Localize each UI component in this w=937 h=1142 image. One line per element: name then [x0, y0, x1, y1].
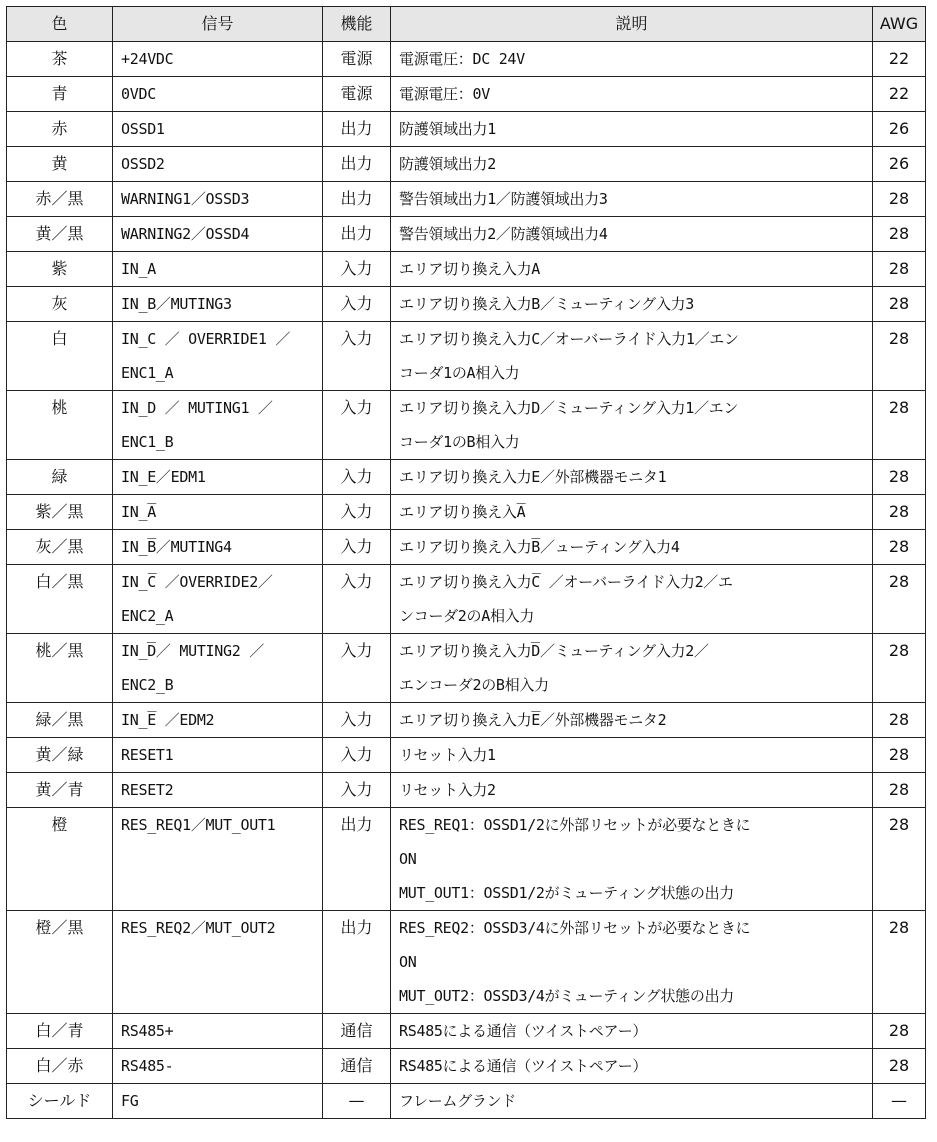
table-row: [7, 287, 926, 322]
cell-signal-line: IN_B／MUTING3: [121, 295, 232, 313]
cell-color: 紫: [7, 252, 113, 287]
cell-color: 黄／青: [7, 773, 113, 808]
cell-description-line: ON: [399, 850, 417, 868]
cell-awg: 28: [873, 634, 926, 703]
table-row: [7, 217, 926, 252]
cell-description-line: ON: [399, 953, 417, 971]
cell-function: 入力: [323, 565, 391, 634]
cell-signal: [113, 703, 323, 738]
cell-description-line: 電源電圧：0V: [399, 85, 490, 103]
cell-description-line: エリア切り換え入力C̅ ／オーバーライド入力2／エ: [399, 573, 733, 591]
cell-awg: 28: [873, 217, 926, 252]
cell-signal-line: IN_B̅／MUTING4: [121, 538, 232, 556]
table-row: [7, 391, 926, 460]
cell-signal: [113, 77, 323, 112]
cell-description-line: MUT_OUT2：OSSD3/4がミューティング状態の出力: [399, 987, 734, 1005]
cell-color: 黄／黒: [7, 217, 113, 252]
cell-color: 茶: [7, 42, 113, 77]
cell-function: 入力: [323, 773, 391, 808]
table-row: [7, 322, 926, 391]
table-row: [7, 565, 926, 634]
cell-signal: [113, 322, 323, 391]
cell-color: 緑／黒: [7, 703, 113, 738]
cell-signal-line: RS485+: [121, 1022, 174, 1040]
cell-description-line: RES_REQ1：OSSD1/2に外部リセットが必要なときに: [399, 816, 751, 834]
cell-description: [391, 147, 873, 182]
header-color: 色: [7, 7, 113, 42]
cell-description: [391, 530, 873, 565]
cell-description-line: エリア切り換え入力B̅／ューティング入力4: [399, 538, 680, 556]
cell-color: 白／黒: [7, 565, 113, 634]
cell-signal-line: ENC1_B: [121, 433, 174, 451]
header-signal: 信号: [113, 7, 323, 42]
cell-signal-line: IN_E̅ ／EDM2: [121, 711, 215, 729]
cell-signal: [113, 42, 323, 77]
cell-signal-line: OSSD1: [121, 120, 165, 138]
cell-signal-line: +24VDC: [121, 50, 174, 68]
cell-description: [391, 1084, 873, 1119]
cell-description-line: エリア切り換え入力B／ミューティング入力3: [399, 295, 694, 313]
cell-function: 入力: [323, 391, 391, 460]
cell-description-line: RS485による通信（ツイストペアー）: [399, 1057, 648, 1075]
cell-description-line: コーダ1のB相入力: [399, 433, 520, 451]
cell-signal-line: RES_REQ2／MUT_OUT2: [121, 919, 276, 937]
cell-description-line: 警告領域出力1／防護領域出力3: [399, 190, 608, 208]
table-row: [7, 703, 926, 738]
cell-description-line: RS485による通信（ツイストペアー）: [399, 1022, 648, 1040]
cell-awg: 22: [873, 77, 926, 112]
cell-signal: [113, 1014, 323, 1049]
cell-description: [391, 77, 873, 112]
cell-function: 入力: [323, 460, 391, 495]
cell-function: 入力: [323, 322, 391, 391]
cell-function: 入力: [323, 703, 391, 738]
cell-awg: 26: [873, 112, 926, 147]
cell-description: [391, 460, 873, 495]
cell-awg: —: [873, 1084, 926, 1119]
cell-function: 電源: [323, 42, 391, 77]
table-row: [7, 1049, 926, 1084]
cell-awg: 28: [873, 738, 926, 773]
table-row: [7, 42, 926, 77]
cell-color: 白／赤: [7, 1049, 113, 1084]
cell-description-line: エリア切り換え入力E̅／外部機器モニタ2: [399, 711, 667, 729]
cell-signal-line: WARNING2／OSSD4: [121, 225, 250, 243]
table-row: [7, 77, 926, 112]
cell-color: 白: [7, 322, 113, 391]
cell-signal: [113, 182, 323, 217]
cell-signal-line: ENC2_A: [121, 607, 174, 625]
table-row: [7, 495, 926, 530]
cell-color: 灰: [7, 287, 113, 322]
header-description: 説明: [391, 7, 873, 42]
cell-function: 入力: [323, 287, 391, 322]
cell-signal: [113, 252, 323, 287]
cell-function: 出力: [323, 112, 391, 147]
cell-description-line: エリア切り換え入力A: [399, 260, 541, 278]
cell-description: [391, 391, 873, 460]
cell-function: 入力: [323, 634, 391, 703]
cell-color: 橙／黒: [7, 911, 113, 1014]
cell-signal: [113, 391, 323, 460]
cell-description-line: エリア切り換え入力C／オーバーライド入力1／エン: [399, 330, 739, 348]
cell-signal-line: RESET1: [121, 746, 174, 764]
cell-description-line: リセット入力2: [399, 781, 496, 799]
cell-signal: [113, 530, 323, 565]
cell-description: [391, 182, 873, 217]
cell-color: 黄／緑: [7, 738, 113, 773]
cell-description-line: エリア切り換え入力D／ミューティング入力1／エン: [399, 399, 739, 417]
cell-description-line: リセット入力1: [399, 746, 496, 764]
cell-awg: 28: [873, 773, 926, 808]
cell-description-line: ンコーダ2のA相入力: [399, 607, 535, 625]
cell-awg: 28: [873, 565, 926, 634]
cell-description-line: 警告領域出力2／防護領域出力4: [399, 225, 608, 243]
cell-signal-line: WARNING1／OSSD3: [121, 190, 250, 208]
cell-signal: [113, 217, 323, 252]
table-row: [7, 634, 926, 703]
table-row: [7, 460, 926, 495]
cell-function: 通信: [323, 1014, 391, 1049]
cell-signal: [113, 460, 323, 495]
table-row: [7, 1014, 926, 1049]
cell-signal-line: RS485-: [121, 1057, 174, 1075]
cell-color: 赤／黒: [7, 182, 113, 217]
cell-signal-line: ENC2_B: [121, 676, 174, 694]
cell-description-line: フレームグランド: [399, 1092, 517, 1110]
cell-description: [391, 1014, 873, 1049]
cell-function: —: [323, 1084, 391, 1119]
cell-function: 入力: [323, 530, 391, 565]
cell-signal-line: IN_A̅: [121, 503, 156, 521]
cell-function: 出力: [323, 808, 391, 911]
cell-color: シールド: [7, 1084, 113, 1119]
cell-description: [391, 1049, 873, 1084]
cell-description-line: エンコーダ2のB相入力: [399, 676, 549, 694]
cell-awg: 28: [873, 495, 926, 530]
cell-color: 白／青: [7, 1014, 113, 1049]
cell-signal-line: IN_C̅ ／OVERRIDE2／: [121, 573, 273, 591]
cell-description: [391, 808, 873, 911]
cell-color: 桃／黒: [7, 634, 113, 703]
cell-description: [391, 322, 873, 391]
cell-description: [391, 703, 873, 738]
cell-color: 灰／黒: [7, 530, 113, 565]
cell-awg: 28: [873, 911, 926, 1014]
table-row: [7, 147, 926, 182]
cell-description: [391, 565, 873, 634]
cell-description-line: 防護領域出力1: [399, 120, 496, 138]
cell-function: 入力: [323, 495, 391, 530]
cell-awg: 28: [873, 703, 926, 738]
cell-signal: [113, 565, 323, 634]
cell-awg: 28: [873, 1014, 926, 1049]
table-row: [7, 252, 926, 287]
cell-awg: 28: [873, 1049, 926, 1084]
table-row: [7, 738, 926, 773]
cell-awg: 28: [873, 808, 926, 911]
cell-description-line: MUT_OUT1：OSSD1/2がミューティング状態の出力: [399, 884, 734, 902]
table-body: [7, 42, 926, 1119]
cell-description-line: エリア切り換え入力E／外部機器モニタ1: [399, 468, 667, 486]
header-function: 機能: [323, 7, 391, 42]
cell-description: [391, 287, 873, 322]
cell-color: 緑: [7, 460, 113, 495]
table-row: [7, 112, 926, 147]
cell-description: [391, 773, 873, 808]
cell-awg: 28: [873, 391, 926, 460]
cell-function: 出力: [323, 217, 391, 252]
cell-awg: 28: [873, 530, 926, 565]
cell-function: 入力: [323, 252, 391, 287]
cell-awg: 22: [873, 42, 926, 77]
cell-awg: 28: [873, 322, 926, 391]
table-header-row: [7, 7, 926, 42]
cell-color: 黄: [7, 147, 113, 182]
cell-description: [391, 217, 873, 252]
cell-signal: [113, 287, 323, 322]
cell-color: 青: [7, 77, 113, 112]
header-awg: AWG: [873, 7, 926, 42]
table-row: [7, 773, 926, 808]
cell-description: [391, 112, 873, 147]
cell-signal-line: IN_A: [121, 260, 156, 278]
cell-description-line: エリア切り換え入力D̅／ミューティング入力2／: [399, 642, 709, 660]
cell-signal-line: IN_C ／ OVERRIDE1 ／: [121, 330, 291, 348]
table-row: [7, 530, 926, 565]
cell-color: 橙: [7, 808, 113, 911]
cell-signal: [113, 147, 323, 182]
cell-description: [391, 495, 873, 530]
cell-signal: [113, 1049, 323, 1084]
cell-function: 出力: [323, 147, 391, 182]
cell-description-line: コーダ1のA相入力: [399, 364, 520, 382]
cell-function: 通信: [323, 1049, 391, 1084]
cell-awg: 28: [873, 460, 926, 495]
cell-signal: [113, 738, 323, 773]
cell-function: 出力: [323, 911, 391, 1014]
cell-signal-line: IN_D ／ MUTING1 ／: [121, 399, 273, 417]
table-row: [7, 808, 926, 911]
table-row: [7, 1084, 926, 1119]
cell-signal: [113, 112, 323, 147]
cell-signal: [113, 495, 323, 530]
table-row: [7, 911, 926, 1014]
cell-awg: 28: [873, 287, 926, 322]
cell-description: [391, 911, 873, 1014]
cell-signal: [113, 808, 323, 911]
cell-signal-line: 0VDC: [121, 85, 156, 103]
cell-signal: [113, 773, 323, 808]
cell-signal: [113, 1084, 323, 1119]
cell-signal: [113, 634, 323, 703]
cell-signal-line: FG: [121, 1092, 139, 1110]
cell-signal-line: OSSD2: [121, 155, 165, 173]
cell-color: 桃: [7, 391, 113, 460]
cell-description: [391, 634, 873, 703]
cell-signal: [113, 911, 323, 1014]
cell-signal-line: ENC1_A: [121, 364, 174, 382]
cell-awg: 28: [873, 182, 926, 217]
cell-function: 出力: [323, 182, 391, 217]
cell-color: 赤: [7, 112, 113, 147]
cell-description-line: 電源電圧：DC 24V: [399, 50, 525, 68]
cell-awg: 26: [873, 147, 926, 182]
cell-description: [391, 42, 873, 77]
cell-signal-line: IN_D̅／ MUTING2 ／: [121, 642, 264, 660]
cell-awg: 28: [873, 252, 926, 287]
cell-description-line: RES_REQ2：OSSD3/4に外部リセットが必要なときに: [399, 919, 751, 937]
cell-signal-line: RES_REQ1／MUT_OUT1: [121, 816, 276, 834]
cell-color: 紫／黒: [7, 495, 113, 530]
cell-description: [391, 252, 873, 287]
cell-function: 入力: [323, 738, 391, 773]
cell-description-line: エリア切り換え入A̅: [399, 503, 526, 521]
cell-signal-line: IN_E／EDM1: [121, 468, 206, 486]
cell-function: 電源: [323, 77, 391, 112]
wire-spec-table: [6, 6, 926, 1119]
cell-description: [391, 738, 873, 773]
table-row: [7, 182, 926, 217]
cell-description-line: 防護領域出力2: [399, 155, 496, 173]
cell-signal-line: RESET2: [121, 781, 174, 799]
